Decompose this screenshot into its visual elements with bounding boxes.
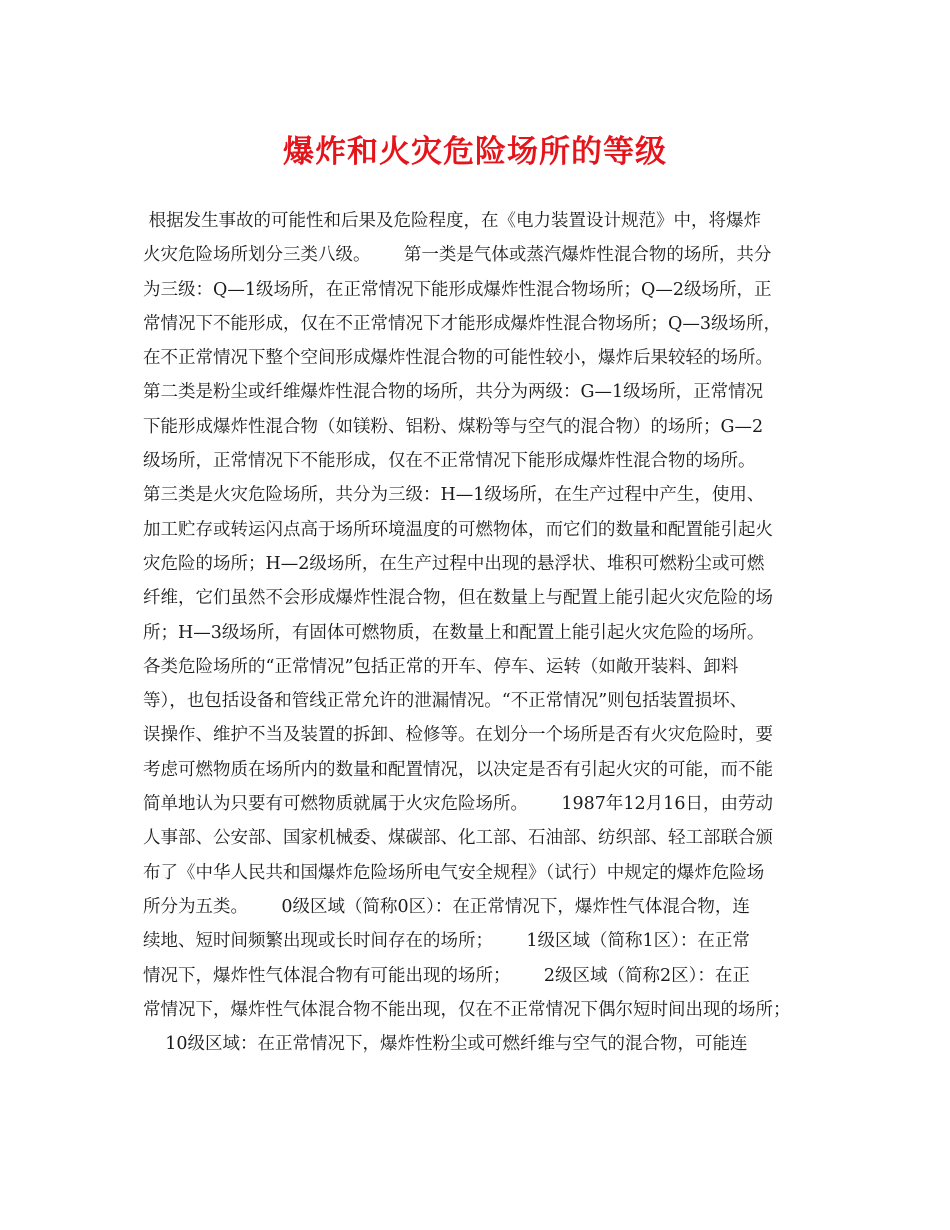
body-line: 灾危险的场所；H—2级场所，在生产过程中出现的悬浮状、堆积可燃粉尘或可燃 [143,553,765,574]
body-line: 纤维，它们虽然不会形成爆炸性混合物，但在数量上与配置上能引起火灾危险的场 [143,588,773,609]
body-line: 常情况下，爆炸性气体混合物不能出现，仅在不正常情况下偶尔短时间出现的场所； [143,999,791,1020]
body-line: 所分为五类。 0级区域（简称0区）：在正常情况下，爆炸性气体混合物，连 [143,896,750,917]
body-line: 第二类是粉尘或纤维爆炸性混合物的场所，共分为两级：G—1级场所，正常情况 [143,382,764,403]
body-line: 考虑可燃物质在场所内的数量和配置情况，以决定是否有引起火灾的可能，而不能 [143,759,773,780]
body-line: 等），也包括设备和管线正常允许的泄漏情况。“不正常情况”则包括装置损坏、 [143,691,748,712]
body-line: 布了《中华人民共和国爆炸危险场所电气安全规程》（试行）中规定的爆炸危险场 [143,862,765,883]
body-line: 简单地认为只要有可燃物质就属于火灾危险场所。 1987年12月16日，由劳动 [143,794,773,815]
body-line: 下能形成爆炸性混合物（如镁粉、铝粉、煤粉等与空气的混合物）的场所；G—2 [143,416,764,437]
body-line: 误操作、维护不当及装置的拆卸、检修等。在划分一个场所是否有火灾危险时，要 [143,725,773,746]
body-line: 情况下，爆炸性气体混合物有可能出现的场所； 2级区域（简称2区）：在正 [143,965,750,986]
body-line: 所；H—3级场所，有固体可燃物质，在数量上和配置上能引起火灾危险的场所。 [143,622,765,643]
body-line: 10级区域：在正常情况下，爆炸性粉尘或可燃纤维与空气的混合物，可能连 [143,1034,748,1055]
body-line: 人事部、公安部、国家机械委、煤碳部、化工部、石油部、纺织部、轻工部联合颁 [143,828,773,849]
document-title: 爆炸和火灾危险场所的等级 [283,134,667,170]
body-line: 续地、短时间频繁出现或长时间存在的场所； 1级区域（简称1区）：在正常 [143,931,750,952]
body-line: 在不正常情况下整个空间形成爆炸性混合物的可能性较小，爆炸后果较轻的场所。 [143,348,773,369]
body-line: 各类危险场所的“正常情况”包括正常的开车、停车、运转（如敞开装料、卸料 [143,656,739,677]
body-line: 加工贮存或转运闪点高于场所环境温度的可燃物体，而它们的数量和配置能引起火 [143,519,773,540]
body-line: 为三级：Q—1级场所，在正常情况下能形成爆炸性混合物场所；Q—2级场所，正 [143,279,772,300]
body-line: 级场所，正常情况下不能形成，仅在不正常情况下能形成爆炸性混合物的场所。 [143,451,756,472]
body-line: 火灾危险场所划分三类八级。 第一类是气体或蒸汽爆炸性混合物的场所，共分 [143,245,772,266]
document-body [143,204,815,1061]
body-line: 常情况下不能形成，仅在不正常情况下才能形成爆炸性混合物场所；Q—3级场所， [143,313,781,334]
body-line: 第三类是火灾危险场所，共分为三级：H—1级场所，在生产过程中产生，使用、 [143,485,765,506]
body-line: 根据发生事故的可能性和后果及危险程度，在《电力装置设计规范》中，将爆炸 [143,211,762,231]
